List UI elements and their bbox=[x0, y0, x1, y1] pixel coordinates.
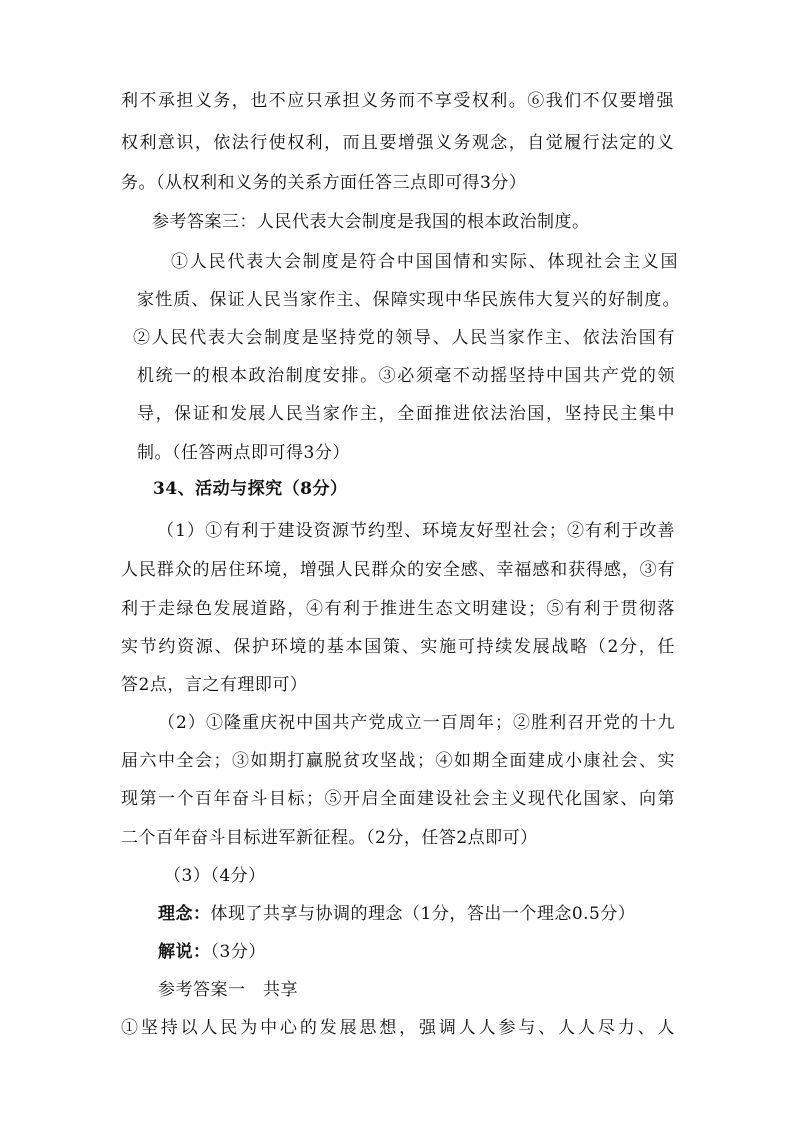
text-line: 现第一个百年奋斗目标；⑤开启全面建设社会主义现代化国家、向第 bbox=[121, 789, 675, 809]
text-line: 家性质、保证人民当家作主、保障实现中华民族伟大复兴的好制度。 bbox=[137, 290, 680, 310]
text-line: ①人民代表大会制度是符合中国国情和实际、体现社会主义国 bbox=[171, 252, 678, 272]
explain-line bbox=[158, 940, 266, 964]
text-line: （1）①有利于建设资源节约型、环境友好型社会；②有利于改善 bbox=[157, 521, 675, 541]
text-line: 务。（从权利和义务的关系方面任答三点即可得3分） bbox=[121, 173, 527, 193]
text-line: （3）（4分） bbox=[164, 866, 266, 886]
text-line: 参考答案一 共享 bbox=[158, 980, 298, 1000]
explain-label: 解说： bbox=[158, 942, 211, 962]
text-line: 答2点，言之有理即可） bbox=[121, 675, 308, 695]
explain-text: （3分） bbox=[210, 942, 266, 962]
concept-text: 体现了共享与协调的理念（1分，答出一个理念0.5分） bbox=[210, 904, 636, 924]
text-line: 导，保证和发展人民当家作主，全面推进依法治国，坚持民主集中 bbox=[137, 404, 675, 424]
concept-line bbox=[158, 902, 635, 926]
text-line: （2）①隆重庆祝中国共产党成立一百周年；②胜利召开党的十九 bbox=[158, 713, 675, 733]
text-line: 参考答案三：人民代表大会制度是我国的根本政治制度。 bbox=[152, 212, 590, 232]
section-heading: 34、活动与探究（8分） bbox=[153, 479, 348, 499]
text-line: 届六中全会；③如期打赢脱贫攻坚战；④如期全面建成小康社会、实 bbox=[121, 751, 675, 771]
text-line: 权利意识，依法行使权利，而且要增强义务观念，自觉履行法定的义 bbox=[121, 133, 674, 153]
text-line: 二个百年奋斗目标进军新征程。（2分，任答2点即可） bbox=[121, 828, 538, 848]
concept-label: 理念： bbox=[158, 904, 211, 924]
text-line: 利于走绿色发展道路，④有利于推进生态文明建设；⑤有利于贯彻落 bbox=[121, 599, 675, 619]
text-line: 机统一的根本政治制度安排。③必须毫不动摇坚持中国共产党的领 bbox=[137, 366, 675, 386]
text-line: ①坚持以人民为中心的发展思想，强调人人参与、人人尽力、人 bbox=[121, 1018, 675, 1038]
text-line: 实节约资源、保护环境的基本国策、实施可持续发展战略（2分，任 bbox=[121, 637, 675, 657]
text-line: 利不承担义务，也不应只承担义务而不享受权利。⑥我们不仅要增强 bbox=[121, 91, 674, 111]
text-line: ②人民代表大会制度是坚持党的领导、人民当家作主、依法治国有 bbox=[133, 328, 675, 348]
text-line: 制。（任答两点即可得3分） bbox=[137, 443, 350, 463]
text-line: 人民群众的居住环境，增强人民群众的安全感、幸福感和获得感，③有 bbox=[121, 560, 675, 580]
